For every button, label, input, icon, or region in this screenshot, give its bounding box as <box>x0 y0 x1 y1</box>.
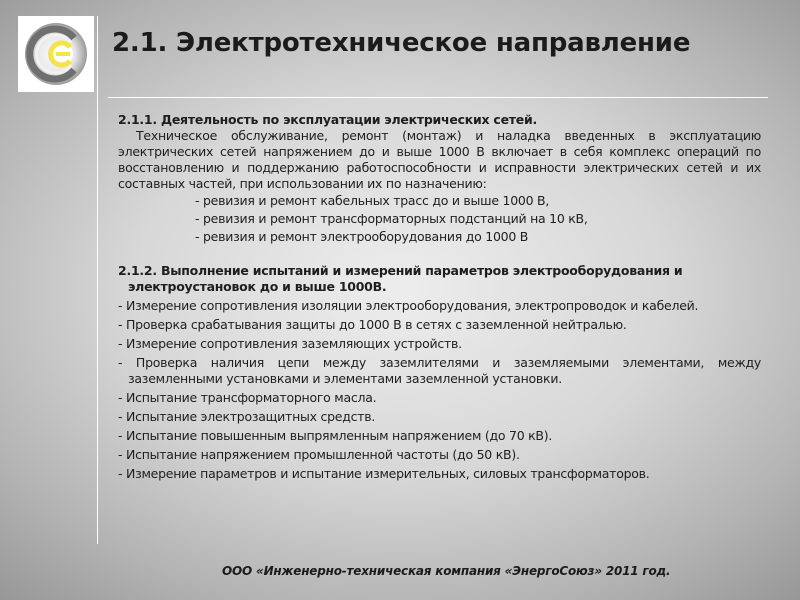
list-item: - ревизия и ремонт электрооборудования до 1000 В <box>195 229 529 244</box>
list-item: - Испытание напряжением промышленной частоты (до 50 кВ). <box>118 447 520 462</box>
section-heading: 2.1.2. Выполнение испытаний и измерений параметров электрооборудования и электроустановок до и выше 1000В. <box>118 263 683 294</box>
list-item: - Испытание повышенным выпрямленным напряжением (до 70 кВ). <box>118 428 553 443</box>
energosoyuz-logo-icon <box>18 16 94 92</box>
section-intro: Техническое обслуживание, ремонт (монтаж) и наладка введенных в эксплуатацию электрических сетей напряжением до и выше 1000 В включает в себя комплекс операций по восстановлению и поддержанию работоспособности и исправности электрических сетей и их составных частей, при использовании их по назначению: <box>118 128 761 191</box>
list-item: - Проверка наличия цепи между заземлителями и заземляемыми элементами, между заземленными установками и элементами заземленной установки. <box>118 355 761 386</box>
section-operation <box>118 112 761 246</box>
company-logo <box>18 16 94 92</box>
footer-company: ООО «Инженерно-техническая компания «ЭнергоСоюз» 2011 год. <box>222 564 671 578</box>
list-item: - Измерение сопротивления изоляции электрооборудования, электропроводок и кабелей. <box>118 298 699 313</box>
section-testing <box>118 263 761 482</box>
section-heading: 2.1.1. Деятельность по эксплуатации электрических сетей. <box>118 112 538 127</box>
bullet-list <box>118 192 761 246</box>
list-item: - ревизия и ремонт кабельных трасс до и выше 1000 В, <box>195 193 550 208</box>
slide-title: 2.1. Электротехническое направление <box>112 28 691 58</box>
list-item: - Измерение параметров и испытание измерительных, силовых трансформаторов. <box>118 466 650 481</box>
slide-content <box>118 112 761 482</box>
list-item: - Проверка срабатывания защиты до 1000 В в сетях с заземленной нейтралью. <box>118 317 627 332</box>
list-item: - ревизия и ремонт трансформаторных подстанций на 10 кВ, <box>195 211 588 226</box>
list-item: - Измерение сопротивления заземляющих устройств. <box>118 336 462 351</box>
title-underline <box>108 97 768 98</box>
vertical-divider <box>97 16 98 544</box>
list-item: - Испытание трансформаторного масла. <box>118 390 377 405</box>
list-item: - Испытание электрозащитных средств. <box>118 409 376 424</box>
